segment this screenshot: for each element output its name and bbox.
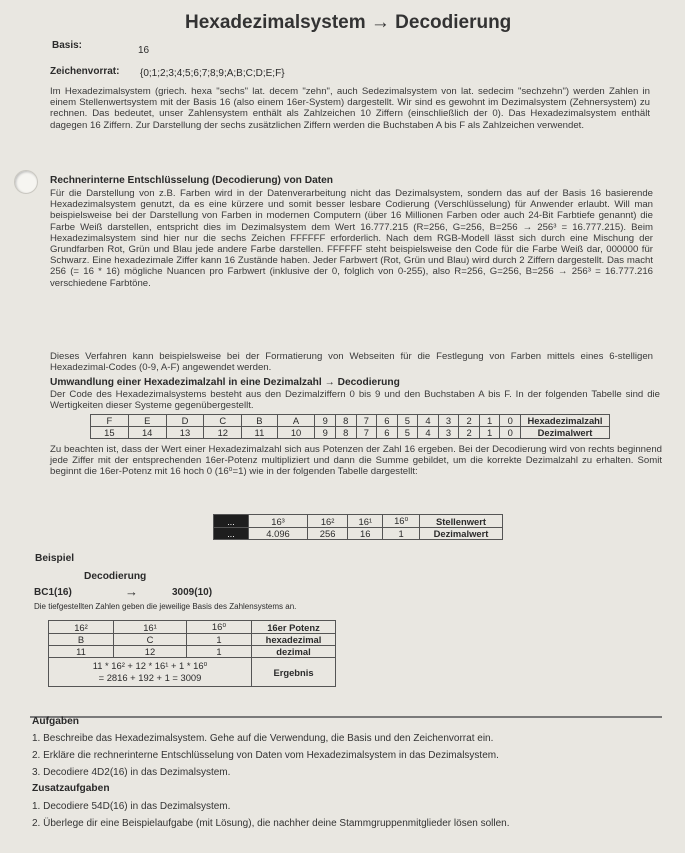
dec-row xyxy=(91,427,610,439)
dec-cell: 6 xyxy=(377,427,398,439)
hex-dec-table xyxy=(90,414,610,439)
example-arrow: → xyxy=(125,584,138,599)
powers-cell: 16¹ xyxy=(348,515,383,528)
section1-paragraph-2: Dieses Verfahren kann beispielsweise bei der Formatierung von Webseiten für die Festlegung von Farben mittels eines 6-stelligen Hexadezimal-Codes (0-9, A-F) angewendet werden. xyxy=(50,351,653,374)
example-cell: 11 xyxy=(49,646,114,658)
divider xyxy=(30,716,662,718)
example-row-powers xyxy=(49,621,336,634)
powers-row-label: Stellenwert xyxy=(420,515,503,528)
hex-cell: 9 xyxy=(315,415,336,427)
hex-cell: 3 xyxy=(438,415,459,427)
dec-cell: 10 xyxy=(277,427,315,439)
punch-hole xyxy=(14,170,38,194)
example-cell: 16² xyxy=(49,621,114,634)
powers-row-1 xyxy=(214,515,503,528)
dec-cell: 11 xyxy=(242,427,277,439)
powers-cell: 1 xyxy=(383,528,420,540)
extra-task-item: 1. Decodiere 54D(16) in das Dezimalsystem. xyxy=(32,801,231,812)
dec-cell: 0 xyxy=(500,427,521,439)
section2-paragraph-2: Zu beachten ist, dass der Wert einer Hexadezimalzahl sich aus Potenzen der Zahl 16 ergeben. Bei der Decodierung wird von rechts beginnend jede Ziffer mit der entsprechenden 16er-Potenz multipliziert und dann die Summe gebildet, um die korrekte Dezimalzahl zu erhalten. Somit beginnt die 16er-Potenz mit 16 hoch 0 (16⁰=1) wie in der folgenden Tabelle dargestellt: xyxy=(50,444,662,478)
hex-cell: 0 xyxy=(500,415,521,427)
dec-cell: 3 xyxy=(438,427,459,439)
basis-label: Basis: xyxy=(52,40,83,51)
example-row-label: dezimal xyxy=(252,646,336,658)
hex-cell: 5 xyxy=(397,415,418,427)
powers-cell: ... xyxy=(214,528,249,540)
task-item: 2. Erkläre die rechnerinterne Entschlüsselung von Daten vom Hexadezimalsystem in das Dezimalsystem. xyxy=(32,750,499,761)
example-row-label: 16er Potenz xyxy=(252,621,336,634)
example-cell: 1 xyxy=(187,646,252,658)
hex-cell: 4 xyxy=(418,415,439,427)
example-row-calc xyxy=(49,658,336,687)
hex-cell: F xyxy=(91,415,129,427)
example-row-hex xyxy=(49,634,336,646)
dec-row-label: Dezimalwert xyxy=(521,427,610,439)
powers-cell: 16² xyxy=(308,515,348,528)
powers-cell: 16 xyxy=(348,528,383,540)
example-table xyxy=(48,620,336,687)
hex-cell: 6 xyxy=(377,415,398,427)
example-result-label: Ergebnis xyxy=(252,658,336,687)
vorrat-value: {0;1;2;3;4;5;6;7;8;9;A;B;C;D;E;F} xyxy=(140,68,285,79)
example-cell: 1 xyxy=(187,634,252,646)
hex-cell: C xyxy=(204,415,242,427)
example-note: Die tiefgestellten Zahlen geben die jeweilige Basis des Zahlensystems an. xyxy=(34,602,297,611)
powers-table xyxy=(213,514,503,540)
example-heading: Beispiel xyxy=(35,553,75,564)
basis-value: 16 xyxy=(138,45,150,56)
example-row-label: hexadezimal xyxy=(252,634,336,646)
dec-cell: 12 xyxy=(204,427,242,439)
section2-paragraph: Der Code des Hexadezimalsystems besteht aus den Dezimalziffern 0 bis 9 und den Buchstaben A bis F. In der folgenden Tabelle sind die Wertigkeiten dieser Systeme gegenübergestellt. xyxy=(50,389,660,412)
hex-row xyxy=(91,415,610,427)
dec-cell: 14 xyxy=(128,427,166,439)
example-calc-line-2: = 2816 + 192 + 1 = 3009 xyxy=(98,672,202,683)
vorrat-label: Zeichenvorrat: xyxy=(50,66,120,77)
extra-tasks-heading: Zusatzaufgaben xyxy=(32,783,110,794)
example-subheading: Decodierung xyxy=(84,571,147,582)
example-calc-cell xyxy=(49,658,252,687)
hex-cell: 7 xyxy=(356,415,377,427)
tasks-heading: Aufgaben xyxy=(32,716,79,727)
example-from: BC1(16) xyxy=(34,587,72,598)
dec-cell: 15 xyxy=(91,427,129,439)
hex-cell: E xyxy=(128,415,166,427)
page-title: Hexadezimalsystem → Decodierung xyxy=(185,12,512,33)
example-calc-line-1: 11 * 16² + 12 * 16¹ + 1 * 16⁰ xyxy=(92,660,208,671)
task-item: 1. Beschreibe das Hexadezimalsystem. Gehe auf die Verwendung, die Basis und den Zeichenvorrat ein. xyxy=(32,733,494,744)
dec-cell: 1 xyxy=(479,427,500,439)
section1-heading: Rechnerinterne Entschlüsselung (Decodierung) von Daten xyxy=(50,175,334,186)
section2-heading: Umwandlung einer Hexadezimalzahl in eine Dezimalzahl → Decodierung xyxy=(50,377,400,388)
dec-cell: 9 xyxy=(315,427,336,439)
dec-cell: 2 xyxy=(459,427,480,439)
hex-cell: 2 xyxy=(459,415,480,427)
task-item: 3. Decodiere 4D2(16) in das Dezimalsystem. xyxy=(32,767,231,778)
powers-cell: 256 xyxy=(308,528,348,540)
dec-cell: 8 xyxy=(336,427,357,439)
example-to: 3009(10) xyxy=(172,587,213,598)
section1-paragraph: Für die Darstellung von z.B. Farben wird in der Datenverarbeitung nicht das Dezimalsystem, sondern das auf der Basis 16 basierende Hexadezimalsystem genutzt, da es eine kürzere und somit besser lesbare Codierung (Verschlüsselung) für Anwender erlaubt. Will man beispielsweise bei der Darstellung von Farben in modernen Computern (über 16 Millionen Farben oder auch 24-Bit Farbtiefe genannt) die Farbe Weiß darstellen, entspricht dies im Dezimalsystem dem Wert 16.777.215 (R=256, G=256, B=256 → 256³ = 16.777.215). Beim Hexadezimalsystem sind hier nur die sechs Zeichen FFFFFF erforderlich. Nach dem RGB-Modell lässt sich durch eine Mischung der Grundfarben Rot, Grün und Blau jede andere Farbe darstellen. FFFFFF steht beispielsweise den Code für die Farbe Weiß dar, 000000 für Schwarz. Eine hexadezimale Ziffer kann 16 Zustände haben. Jeder Farbwert (Rot, Grün und Blau) wird durch 2 Ziffern dargestellt. Das macht 256 (= 16 * 16) mögliche Nuancen pro Farbwert (inklusive der 0, folglich von 0-255), also R=256, G=256, B=256 → 256³ = 16.777.216 verschiedene Farbtöne. xyxy=(50,188,653,289)
dec-cell: 4 xyxy=(418,427,439,439)
example-cell: 16⁰ xyxy=(187,621,252,634)
powers-row-2 xyxy=(214,528,503,540)
example-row-dec xyxy=(49,646,336,658)
hex-cell: 1 xyxy=(479,415,500,427)
dec-cell: 5 xyxy=(397,427,418,439)
powers-cell: 4.096 xyxy=(249,528,308,540)
extra-task-item: 2. Überlege dir eine Beispielaufgabe (mit Lösung), die nachher deine Stammgruppenmitglieder lösen sollen. xyxy=(32,818,510,829)
example-cell: B xyxy=(49,634,114,646)
hex-row-label: Hexadezimalzahl xyxy=(521,415,610,427)
hex-cell: 8 xyxy=(336,415,357,427)
example-cell: C xyxy=(114,634,187,646)
dec-cell: 7 xyxy=(356,427,377,439)
powers-cell: ... xyxy=(214,515,249,528)
powers-row-label: Dezimalwert xyxy=(420,528,503,540)
powers-cell: 16⁰ xyxy=(383,515,420,528)
example-cell: 12 xyxy=(114,646,187,658)
example-cell: 16¹ xyxy=(114,621,187,634)
hex-cell: D xyxy=(166,415,204,427)
hex-cell: A xyxy=(277,415,315,427)
powers-cell: 16³ xyxy=(249,515,308,528)
hex-cell: B xyxy=(242,415,277,427)
intro-paragraph: Im Hexadezimalsystem (griech. hexa "sechs" lat. decem "zehn", auch Sedezimalsystem von lat. sedecim "sechzehn") werden Zahlen in einem Stellenwertsystem mit der Basis 16 (also einem 16er-System) dargestellt. Wir sind es gewohnt im Dezimalsystem (Zehnersystem) zu rechnen. Das bedeutet, unser Zahlensystem enthält als Zahlzeichen 10 Ziffern (einschließlich der 0). Das Hexadezimalsystem enthält dagegen 16 Ziffern. Zur Darstellung der sechs zusätzlichen Ziffern werden die Buchstaben A bis F als Zahlzeichen verwendet. xyxy=(50,86,650,131)
dec-cell: 13 xyxy=(166,427,204,439)
